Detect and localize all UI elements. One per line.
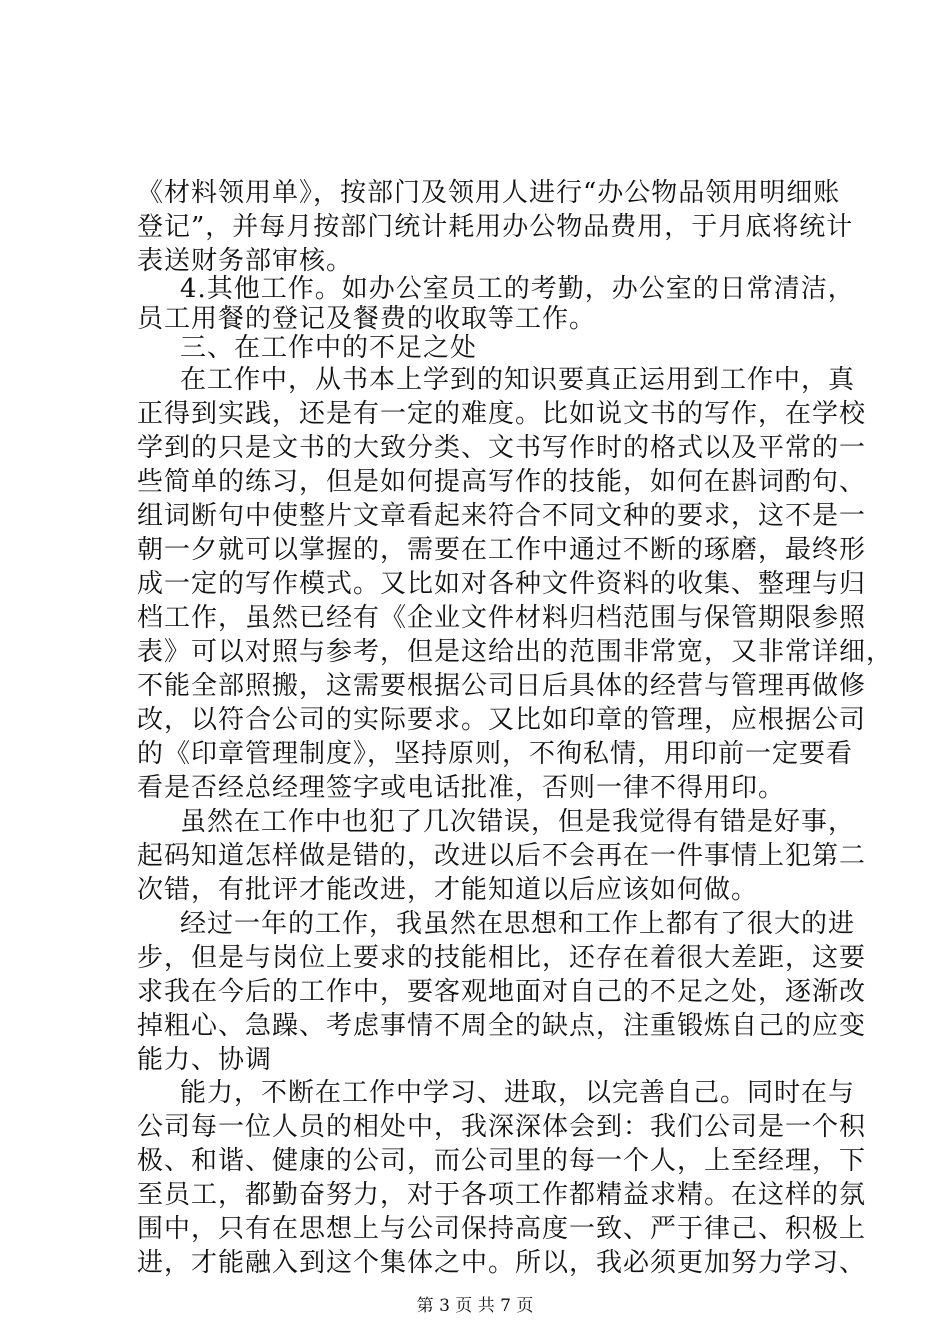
text-line: 员工用餐的登记及餐费的收取等工作。 (137, 304, 597, 334)
text-line: 表》可以对照与参考，但是这给出的范围非常宽，又非常详细， (137, 637, 894, 667)
text-line: 掉粗心、急躁、考虑事情不周全的缺点，注重锻炼自己的应变 (137, 1011, 867, 1041)
text-line: 步，但是与岗位上要求的技能相比，还存在着很大差距，这要 (137, 943, 867, 973)
text-line: 《材料领用单》，按部门及领用人进行“办公物品领用明细账 (137, 178, 841, 208)
text-line: 能力，不断在工作中学习、进取，以完善自己。同时在与 (180, 1078, 856, 1108)
text-line: 围中，只有在思想上与公司保持高度一致、严于律己、积极上 (137, 1214, 867, 1244)
text-line: 看是否经总经理签字或电话批准，否则一律不得用印。 (137, 773, 786, 803)
text-line: 些简单的练习，但是如何提高写作的技能，如何在斟词酌句、 (137, 467, 867, 497)
section-heading: 三、在工作中的不足之处 (180, 333, 478, 363)
text-line: 经过一年的工作，我虽然在思想和工作上都有了很大的进 (180, 909, 856, 939)
text-line: 的《印章管理制度》，坚持原则，不徇私情，用印前一定要看 (137, 739, 854, 769)
text-line: 在工作中，从书本上学到的知识要真正运用到工作中，真 (180, 365, 856, 395)
text-line: 组词断句中使整片文章看起来符合不同文种的要求，这不是一 (137, 501, 867, 531)
text-line: 公司每一位人员的相处中，我深深体会到：我们公司是一个积 (137, 1112, 867, 1142)
text-line: 档工作，虽然已经有《企业文件材料归档范围与保管期限参照 (137, 603, 867, 633)
text-line: 朝一夕就可以掌握的，需要在工作中通过不断的琢磨，最终形 (137, 535, 867, 565)
text-line: 表送财务部审核。 (137, 246, 354, 276)
text-line: 4.其他工作。如办公室员工的考勤，办公室的日常清洁， (180, 274, 855, 304)
text-line: 登记”，并每月按部门统计耗用办公物品费用，于月底将统计 (137, 212, 854, 242)
text-line: 能力、协调 (137, 1045, 273, 1075)
text-line: 成一定的写作模式。又比如对各种文件资料的收集、整理与归 (137, 569, 867, 599)
page-number-footer: 第 3 页 共 7 页 (416, 1296, 534, 1316)
text-line: 次错，有批评才能改进，才能知道以后应该如何做。 (137, 875, 759, 905)
text-line: 极、和谐、健康的公司，而公司里的每一个人，上至经理，下 (137, 1146, 867, 1176)
text-line: 正得到实践，还是有一定的难度。比如说文书的写作，在学校 (137, 399, 867, 429)
text-line: 改，以符合公司的实际要求。又比如印章的管理，应根据公司 (137, 705, 867, 735)
text-line: 进，才能融入到这个集体之中。所以，我必须更加努力学习、 (137, 1248, 867, 1278)
text-line: 起码知道怎样做是错的，改进以后不会再在一件事情上犯第二 (137, 841, 867, 871)
text-line: 至员工，都勤奋努力，对于各项工作都精益求精。在这样的氛 (137, 1180, 867, 1210)
text-line: 学到的只是文书的大致分类、文书写作时的格式以及平常的一 (137, 433, 867, 463)
text-line: 虽然在工作中也犯了几次错误，但是我觉得有错是好事， (180, 807, 856, 837)
text-line: 求我在今后的工作中，要客观地面对自己的不足之处，逐渐改 (137, 977, 867, 1007)
text-line: 不能全部照搬，这需要根据公司日后具体的经营与管理再做修 (137, 671, 867, 701)
